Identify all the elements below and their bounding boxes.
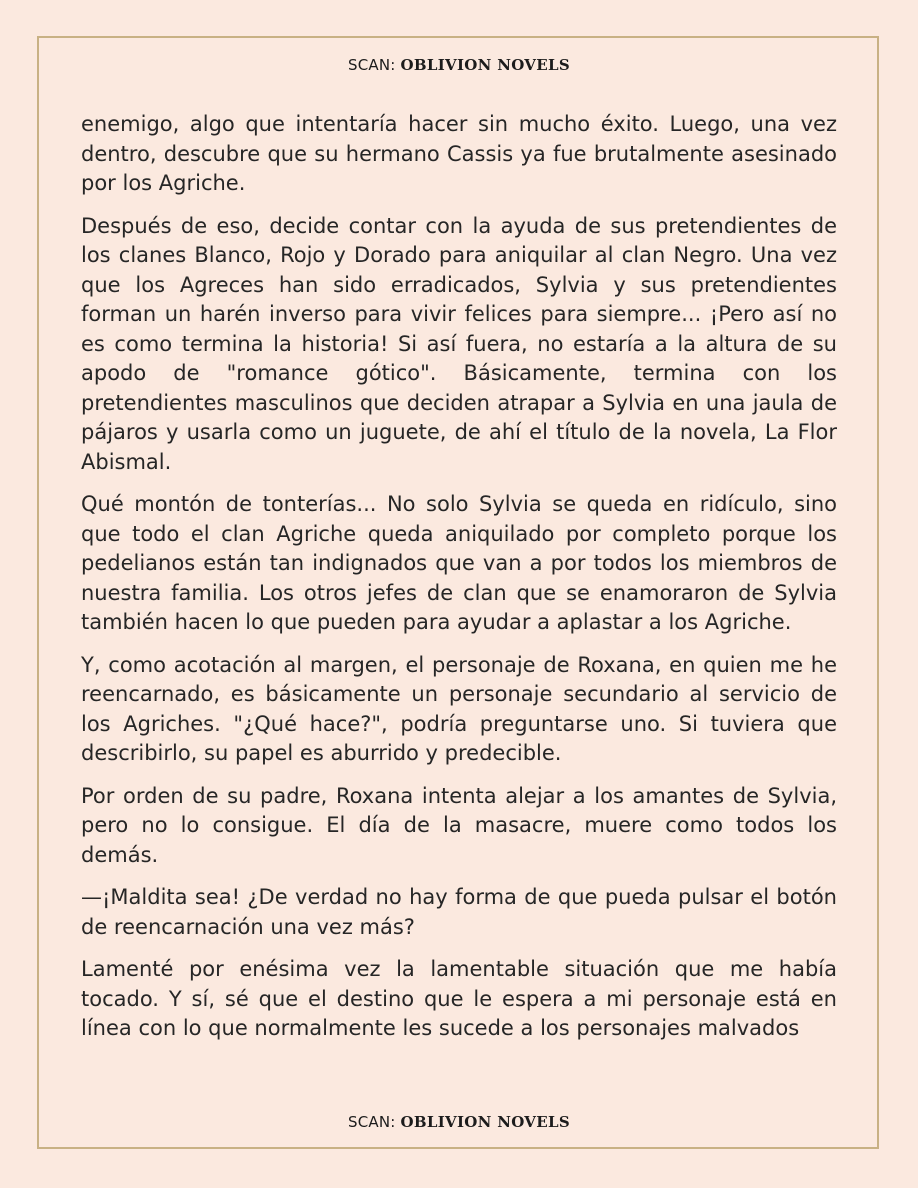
paragraph: —¡Maldita sea! ¿De verdad no hay forma de que pueda pulsar el botón de reencarnación una vez más? — [81, 885, 837, 939]
paragraph: enemigo, algo que intentaría hacer sin mucho éxito. Luego, una vez dentro, descubre que su hermano Cassis ya fue brutalmente asesinado por los Agriche. — [81, 112, 837, 195]
footer-scan-credit — [0, 1113, 918, 1131]
paragraph: Por orden de su padre, Roxana intenta alejar a los amantes de Sylvia, pero no lo consigue. El día de la masacre, muere como todos los demás. — [81, 783, 837, 867]
paragraph: Y, como acotación al margen, el personaje de Roxana, en quien me he reencarnado, es básicamente un personaje secundario al servicio de los Agriches. "¿Qué hace?", podría preguntarse uno. Si tuviera que describirlo, su papel es aburrido y predecible. — [81, 652, 837, 765]
header-scan-prefix: SCAN: — [348, 56, 396, 74]
paragraph: Qué montón de tonterías... No solo Sylvia se queda en ridículo, sino que todo el clan Agriche queda aniquilado por completo porque los pedelianos están tan indignados que van a por todos los miembros de nuestra familia. Los otros jefes de clan que se enamoraron de Sylvia también hacen lo que pueden para ayudar a aplastar a los Agriche. — [81, 492, 837, 634]
footer-scan-prefix: SCAN: — [348, 1113, 396, 1131]
footer-scan-brand: OBLIVION NOVELS — [400, 1113, 570, 1131]
paragraph: Lamenté por enésima vez la lamentable situación que me había tocado. Y sí, sé que el destino que le espera a mi personaje está en línea con lo que normalmente les sucede a los personajes malvados — [81, 957, 837, 1040]
header-scan-credit — [0, 56, 918, 74]
paragraph: Después de eso, decide contar con la ayuda de sus pretendientes de los clanes Blanco, Rojo y Dorado para aniquilar al clan Negro. Una vez que los Agreces han sido erradicados, Sylvia y sus pretendientes forman un harén inverso para vivir felices para siempre... ¡Pero así no es como termina la historia! Si así fuera, no estaría a la altura de su apodo de "romance gótico". Básicamente, termina con los pretendientes masculinos que deciden atrapar a Sylvia en una jaula de pájaros y usarla como un juguete, de ahí el título de la novela, La Flor Abismal. — [81, 213, 837, 474]
page-body-text — [81, 110, 837, 1057]
header-scan-brand: OBLIVION NOVELS — [400, 56, 570, 74]
